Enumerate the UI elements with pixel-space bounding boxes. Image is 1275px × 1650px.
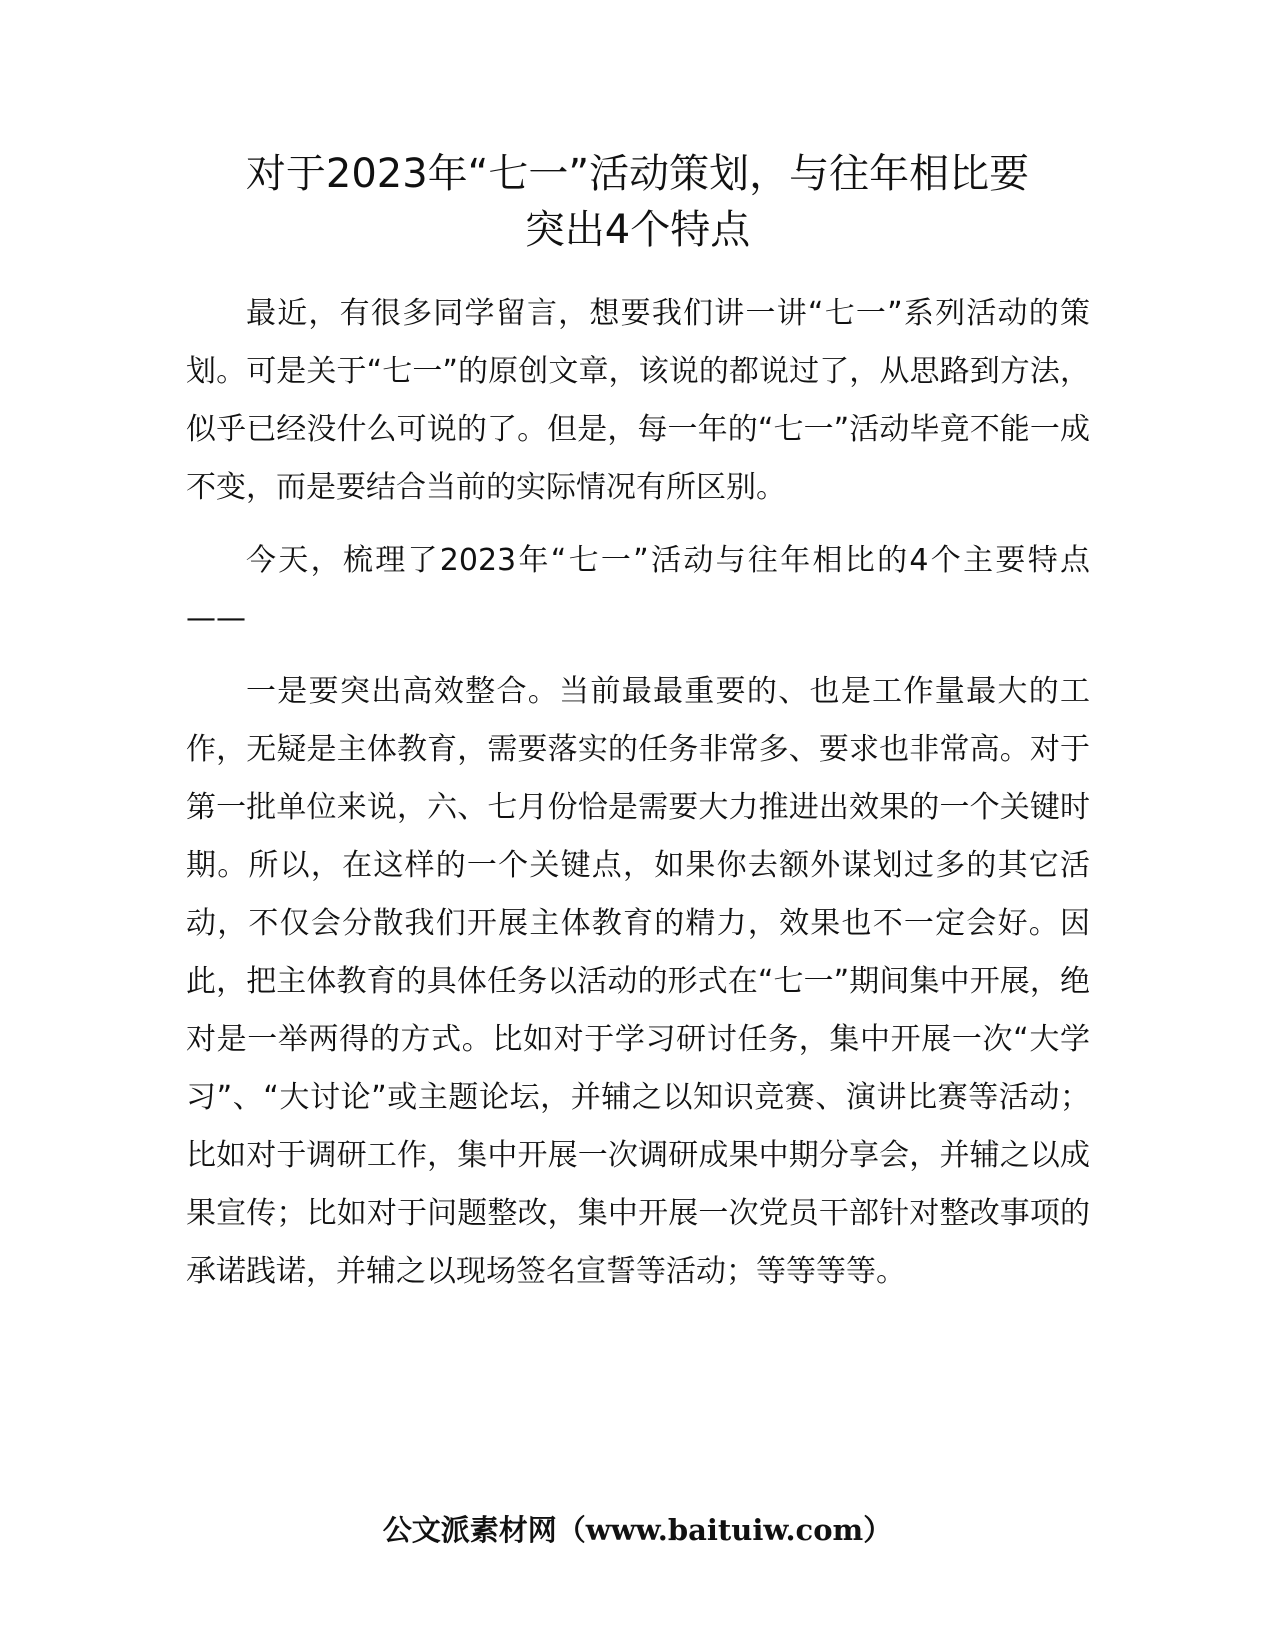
title-line-1: 对于2023年“七一”活动策划，与往年相比要 bbox=[245, 151, 1030, 197]
paragraph-intro: 最近，有很多同学留言，想要我们讲一讲“七一”系列活动的策划。可是关于“七一”的原创文章，该说的都说过了，从思路到方法，似乎已经没什么可说的了。但是，每一年的“七一”活动毕竟不能一成不变，而是要结合当前的实际情况有所区别。 bbox=[186, 296, 1090, 505]
page-title bbox=[175, 146, 1100, 258]
footer-source-text: 公文派素材网（www.baituiw.com） bbox=[382, 1513, 893, 1547]
paragraph-overview: 今天，梳理了2023年“七一”活动与往年相比的4个主要特点—— bbox=[186, 543, 1090, 636]
document-body bbox=[186, 285, 1090, 1316]
paragraph-point-one: 一是要突出高效整合。当前最最重要的、也是工作量最大的工作，无疑是主体教育，需要落实的任务非常多、要求也非常高。对于第一批单位来说，六、七月份恰是需要大力推进出效果的一个关键时期。所以，在这样的一个关键点，如果你去额外谋划过多的其它活动，不仅会分散我们开展主体教育的精力，效果也不一定会好。因此，把主体教育的具体任务以活动的形式在“七一”期间集中开展，绝对是一举两得的方式。比如对于学习研讨任务，集中开展一次“大学习”、“大讨论”或主题论坛，并辅之以知识竞赛、演讲比赛等活动；比如对于调研工作，集中开展一次调研成果中期分享会，并辅之以成果宣传；比如对于问题整改，集中开展一次党员干部针对整改事项的承诺践诺，并辅之以现场签名宣誓等活动；等等等等。 bbox=[186, 674, 1090, 1289]
title-line-2: 突出4个特点 bbox=[524, 207, 751, 253]
